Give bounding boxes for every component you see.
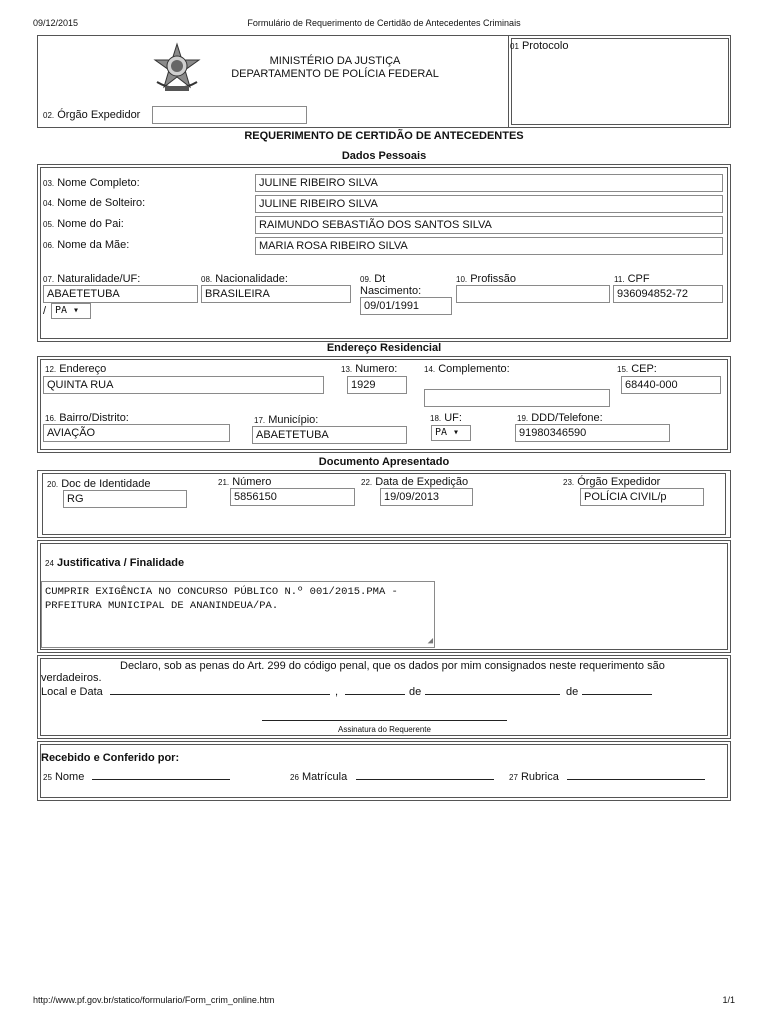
month-line[interactable] bbox=[425, 694, 560, 695]
orgao-expedidor-label: 02. Órgão Expedidor bbox=[43, 109, 141, 121]
doc-orgao-label: 23. Órgão Expedidor bbox=[563, 476, 661, 488]
nacionalidade-input[interactable]: BRASILEIRA bbox=[201, 285, 351, 303]
numero-label: 13. Numero: bbox=[341, 363, 398, 375]
orgao-expedidor-input[interactable] bbox=[152, 106, 307, 124]
de-label-1: de bbox=[409, 686, 422, 698]
bairro-input[interactable]: AVIAÇÃO bbox=[43, 424, 230, 442]
municipio-label: 17. Município: bbox=[254, 414, 319, 426]
doc-orgao-input[interactable]: POLÍCIA CIVIL/p bbox=[580, 488, 704, 506]
protocol-label: 01 Protocolo bbox=[510, 40, 569, 52]
uf-separator: / bbox=[43, 305, 47, 317]
day-line[interactable] bbox=[345, 694, 405, 695]
received-matricula-label: 26 Matrícula bbox=[290, 771, 348, 783]
nome-mae-input[interactable]: MARIA ROSA RIBEIRO SILVA bbox=[255, 237, 723, 255]
declaration-text-2: verdadeiros. bbox=[41, 672, 102, 684]
nome-mae-label: 06. Nome da Mãe: bbox=[43, 239, 130, 251]
telefone-input[interactable]: 91980346590 bbox=[515, 424, 670, 442]
de-label-2: de bbox=[566, 686, 579, 698]
personal-data-title: Dados Pessoais bbox=[341, 150, 427, 162]
nascimento-label-2: Nascimento: bbox=[360, 285, 422, 297]
bairro-label: 16. Bairro/Distrito: bbox=[45, 412, 129, 424]
cpf-label: 11. CPF bbox=[614, 273, 650, 285]
cpf-input[interactable]: 936094852-72 bbox=[613, 285, 723, 303]
nascimento-input[interactable]: 09/01/1991 bbox=[360, 297, 452, 315]
municipio-input[interactable]: ABAETETUBA bbox=[252, 426, 407, 444]
complemento-label: 14. Complemento: bbox=[424, 363, 510, 375]
nome-completo-input[interactable]: JULINE RIBEIRO SILVA bbox=[255, 174, 723, 192]
year-line[interactable] bbox=[582, 694, 652, 695]
address-title: Endereço Residencial bbox=[326, 342, 442, 354]
numero-input[interactable]: 1929 bbox=[347, 376, 407, 394]
cep-label: 15. CEP: bbox=[617, 363, 657, 375]
form-title: REQUERIMENTO DE CERTIDÃO DE ANTECEDENTES bbox=[244, 130, 524, 142]
received-rubrica-line[interactable] bbox=[567, 779, 705, 780]
cep-input[interactable]: 68440-000 bbox=[621, 376, 721, 394]
local-data-label: Local e Data bbox=[41, 686, 103, 698]
print-date: 09/12/2015 bbox=[33, 18, 79, 28]
received-nome-label: 25 Nome bbox=[43, 771, 85, 783]
local-line[interactable] bbox=[110, 694, 330, 695]
signature-label: Assinatura do Requerente bbox=[338, 725, 431, 734]
profissao-input[interactable] bbox=[456, 285, 610, 303]
received-rubrica-label: 27 Rubrica bbox=[509, 771, 559, 783]
ministry-name: MINISTÉRIO DA JUSTIÇA bbox=[269, 55, 401, 67]
data-expedicao-label: 22. Data de Expedição bbox=[361, 476, 469, 488]
declaration-text: Declaro, sob as penas do Art. 299 do código penal, que os dados por mim consignados neste requerimento são bbox=[120, 660, 665, 672]
profissao-label: 10. Profissão bbox=[456, 273, 517, 285]
nome-completo-label: 03. Nome Completo: bbox=[43, 177, 140, 189]
nascimento-label: 09. Dt bbox=[360, 273, 386, 285]
justification-textarea[interactable]: CUMPRIR EXIGÊNCIA NO CONCURSO PÚBLICO N.º 001/2015.PMA - PRFEITURA MUNICIPAL DE ANANINDEUA/PA. ◢ bbox=[41, 581, 435, 648]
print-title: Formulário de Requerimento de Certidão de Antecedentes Criminais bbox=[247, 18, 521, 28]
doc-identidade-input[interactable]: RG bbox=[63, 490, 187, 508]
doc-identidade-label: 20. Doc de Identidade bbox=[47, 478, 151, 490]
comma: , bbox=[335, 686, 339, 698]
data-expedicao-input[interactable]: 19/09/2013 bbox=[380, 488, 473, 506]
nome-solteiro-label: 04. Nome de Solteiro: bbox=[43, 197, 146, 209]
complemento-input[interactable] bbox=[424, 389, 610, 407]
justification-label: 24 Justificativa / Finalidade bbox=[45, 557, 185, 569]
naturalidade-input[interactable]: ABAETETUBA bbox=[43, 285, 198, 303]
nacionalidade-label: 08. Nacionalidade: bbox=[201, 273, 288, 285]
department-name: DEPARTAMENTO DE POLÍCIA FEDERAL bbox=[231, 68, 439, 80]
telefone-label: 19. DDD/Telefone: bbox=[517, 412, 603, 424]
doc-numero-input[interactable]: 5856150 bbox=[230, 488, 355, 506]
nome-pai-input[interactable]: RAIMUNDO SEBASTIÃO DOS SANTOS SILVA bbox=[255, 216, 723, 234]
print-page: 1/1 bbox=[722, 995, 735, 1005]
document-title: Documento Apresentado bbox=[318, 456, 450, 468]
uf-label: 18. UF: bbox=[430, 412, 462, 424]
header-box bbox=[37, 35, 731, 128]
nome-solteiro-input[interactable]: JULINE RIBEIRO SILVA bbox=[255, 195, 723, 213]
endereco-label: 12. Endereço bbox=[45, 363, 107, 375]
nome-pai-label: 05. Nome do Pai: bbox=[43, 218, 124, 230]
naturalidade-uf-select[interactable]: PA ▾ bbox=[51, 303, 91, 319]
print-url: http://www.pf.gov.br/statico/formulario/Form_crim_online.htm bbox=[33, 995, 275, 1005]
resize-handle-icon[interactable]: ◢ bbox=[427, 636, 433, 646]
received-nome-line[interactable] bbox=[92, 779, 230, 780]
endereco-input[interactable]: QUINTA RUA bbox=[43, 376, 324, 394]
signature-line[interactable] bbox=[262, 720, 507, 721]
doc-numero-label: 21. Número bbox=[218, 476, 272, 488]
received-matricula-line[interactable] bbox=[356, 779, 494, 780]
received-title: Recebido e Conferido por: bbox=[41, 752, 180, 764]
uf-select[interactable]: PA ▾ bbox=[431, 425, 471, 441]
naturalidade-label: 07. Naturalidade/UF: bbox=[43, 273, 141, 285]
